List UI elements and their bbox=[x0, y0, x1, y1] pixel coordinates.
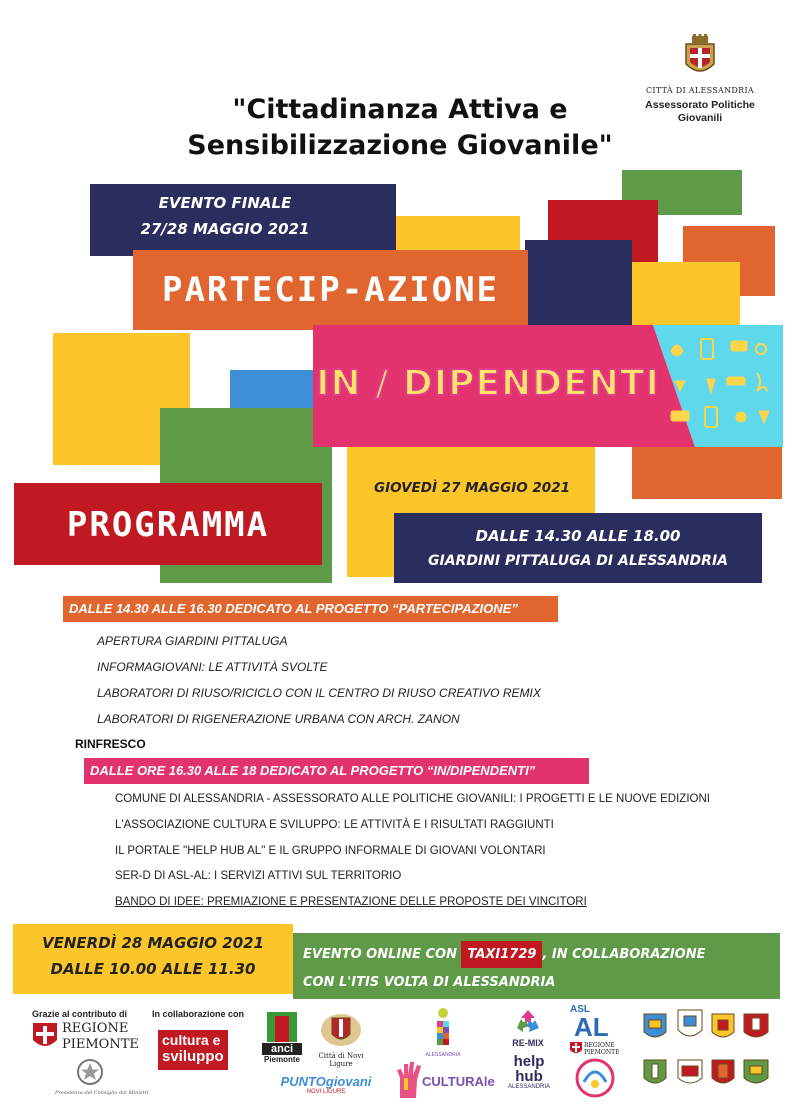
event-name-indipendenti: IN / DIPENDENTI bbox=[316, 363, 660, 404]
thursday-date: GIOVEDÌ 27 MAGGIO 2021 bbox=[373, 480, 570, 496]
section2-item: IL PORTALE "HELP HUB AL" E IL GRUPPO INFORMALE DI GIOVANI VOLONTARI bbox=[115, 845, 546, 857]
puntogiovani-text: PUNTOgiovani bbox=[280, 1074, 372, 1089]
city-crest-icon bbox=[680, 34, 720, 80]
time-place-box bbox=[394, 513, 762, 583]
navy-block-mid bbox=[525, 240, 632, 330]
orange-block-lower-right bbox=[632, 444, 782, 499]
event-name-box bbox=[133, 250, 528, 330]
helphub-caption: ALESSANDRIA bbox=[507, 1084, 550, 1090]
italian-emblem-icon bbox=[76, 1058, 104, 1086]
informagiovani-i-icon bbox=[432, 1008, 454, 1048]
novi-crest-icon bbox=[318, 1010, 364, 1048]
city-logo bbox=[640, 34, 760, 125]
piemonte-shield-icon bbox=[32, 1022, 58, 1052]
anci-tower-icon bbox=[267, 1012, 297, 1042]
section2-header: DALLE ORE 16.30 ALLE 18 DEDICATO AL PROGETTO “IN/DIPENDENTI” bbox=[84, 758, 589, 784]
section2-item: COMUNE DI ALESSANDRIA - ASSESSORATO ALLE POLITICHE GIOVANILI: I PROGETTI E LE NUOVE EDIZIONI bbox=[115, 793, 710, 805]
programma-title: PROGRAMMA bbox=[66, 505, 270, 545]
asl-shield-icon bbox=[570, 1042, 582, 1056]
helphub-line1: help bbox=[513, 1053, 545, 1070]
culturale-hand-icon bbox=[394, 1060, 424, 1100]
helphub-line2: hub bbox=[515, 1068, 543, 1085]
section2-item: L'ASSOCIAZIONE CULTURA E SVILUPPO: LE ATTIVITÀ E I RISULTATI RAGGIUNTI bbox=[115, 819, 554, 831]
municipality-crests bbox=[640, 1004, 776, 1108]
culturale-text: CULTURAle bbox=[422, 1074, 495, 1089]
page-title bbox=[150, 92, 650, 164]
office-line2: Giovanili bbox=[677, 112, 723, 124]
event-label-line2: 27/28 MAGGIO 2021 bbox=[140, 220, 310, 238]
friday-online-box bbox=[293, 933, 780, 999]
regione-piemonte-logo bbox=[32, 1020, 139, 1054]
asl-regione: REGIONE PIEMONTE bbox=[584, 1042, 620, 1056]
section2-item: BANDO DI IDEE: PREMIAZIONE E PRESENTAZIONE DELLE PROPOSTE DEI VINCITORI bbox=[115, 896, 587, 908]
section2-item: SER-D DI ASL-AL: I SERVIZI ATTIVI SUL TERRITORIO bbox=[115, 870, 402, 882]
culturale-logo bbox=[394, 1060, 495, 1104]
novi-caption: Città di Novi Ligure bbox=[318, 1052, 364, 1068]
section1-item: LABORATORI DI RIUSO/RICICLO CON IL CENTRO DI RIUSO CREATIVO REMIX bbox=[97, 686, 541, 700]
friday-date-box bbox=[13, 924, 293, 994]
informagiovani-caption: ALESSANDRIA bbox=[425, 1052, 461, 1058]
section1-item: APERTURA GIARDINI PITTALUGA bbox=[97, 634, 288, 648]
yellow-block-right bbox=[632, 262, 740, 330]
programma-box bbox=[14, 483, 322, 565]
puntogiovani-logo bbox=[276, 1074, 376, 1104]
blue-block bbox=[230, 370, 320, 410]
yellow-block-top bbox=[380, 216, 520, 252]
contrib-label: Grazie al contributo di bbox=[32, 1009, 128, 1019]
anci-logo-text: anci bbox=[262, 1043, 302, 1055]
title-line2: Sensibilizzazione Giovanile" bbox=[187, 130, 613, 161]
collab-label: In collaborazione con bbox=[152, 1009, 245, 1019]
time-line2: GIARDINI PITTALUGA DI ALESSANDRIA bbox=[428, 553, 728, 569]
time-line1: DALLE 14.30 ALLE 18.00 bbox=[475, 527, 681, 545]
rinfresco-label: RINFRESCO bbox=[75, 737, 146, 751]
cultura-line2: sviluppo bbox=[162, 1048, 224, 1065]
governo-caption: Presidenza del Consiglio dei Ministri bbox=[55, 1090, 149, 1096]
governo-logo bbox=[55, 1058, 149, 1108]
event-label-line1: EVENTO FINALE bbox=[158, 194, 292, 212]
remix-text: RE-MIX bbox=[512, 1038, 544, 1048]
indipendenti-box bbox=[313, 325, 783, 447]
section1-header: DALLE 14.30 ALLE 16.30 DEDICATO AL PROGETTO “PARTECIPAZIONE” bbox=[63, 596, 558, 622]
asl-badge-logo bbox=[570, 1056, 624, 1102]
section1-item: LABORATORI DI RIGENERAZIONE URBANA CON ARCH. ZANON bbox=[97, 712, 460, 726]
section1-item: INFORMAGIOVANI: LE ATTIVITÀ SVOLTE bbox=[97, 660, 328, 674]
title-line1: "Cittadinanza Attiva e bbox=[232, 94, 568, 125]
regione-line2: PIEMONTE bbox=[62, 1037, 139, 1052]
remix-recycle-icon bbox=[515, 1008, 541, 1034]
party-icons bbox=[661, 331, 781, 441]
cultura-sviluppo-logo bbox=[158, 1030, 228, 1070]
remix-logo bbox=[505, 1008, 551, 1048]
badge-icon bbox=[570, 1056, 620, 1100]
city-name: CITTÀ DI ALESSANDRIA bbox=[645, 86, 754, 95]
informagiovani-logo bbox=[418, 1008, 468, 1058]
friday-time: DALLE 10.00 ALLE 11.30 bbox=[50, 960, 256, 978]
event-name-partecipazione: PARTECIP-AZIONE bbox=[161, 270, 500, 310]
friday-online-text: EVENTO ONLINE CON bbox=[303, 947, 462, 962]
cultura-line1: cultura e bbox=[162, 1032, 221, 1048]
asl-al-logo bbox=[566, 1004, 636, 1060]
municipality-crests-icon bbox=[640, 1004, 776, 1108]
friday-online-line1 bbox=[303, 947, 706, 962]
anci-caption: Piemonte bbox=[263, 1055, 300, 1064]
taxi1729-highlight: TAXI1729 bbox=[461, 941, 542, 968]
regione-line1: REGIONE bbox=[62, 1021, 129, 1036]
anci-logo bbox=[262, 1012, 302, 1062]
help-hub-logo bbox=[505, 1054, 553, 1102]
asl-sub: AL bbox=[574, 1012, 609, 1042]
friday-date: VENERDÌ 28 MAGGIO 2021 bbox=[41, 934, 265, 952]
office-line1: Assessorato Politiche bbox=[645, 99, 755, 111]
asl-label: ASL bbox=[570, 1004, 590, 1015]
friday-online-text-after: , IN COLLABORAZIONE bbox=[542, 947, 706, 962]
puntogiovani-sub: NOVI LIGURE bbox=[306, 1089, 346, 1095]
friday-online-line2: CON L'ITIS VOLTA DI ALESSANDRIA bbox=[303, 975, 556, 990]
novi-ligure-logo bbox=[308, 1010, 374, 1068]
event-label-box bbox=[90, 184, 396, 256]
